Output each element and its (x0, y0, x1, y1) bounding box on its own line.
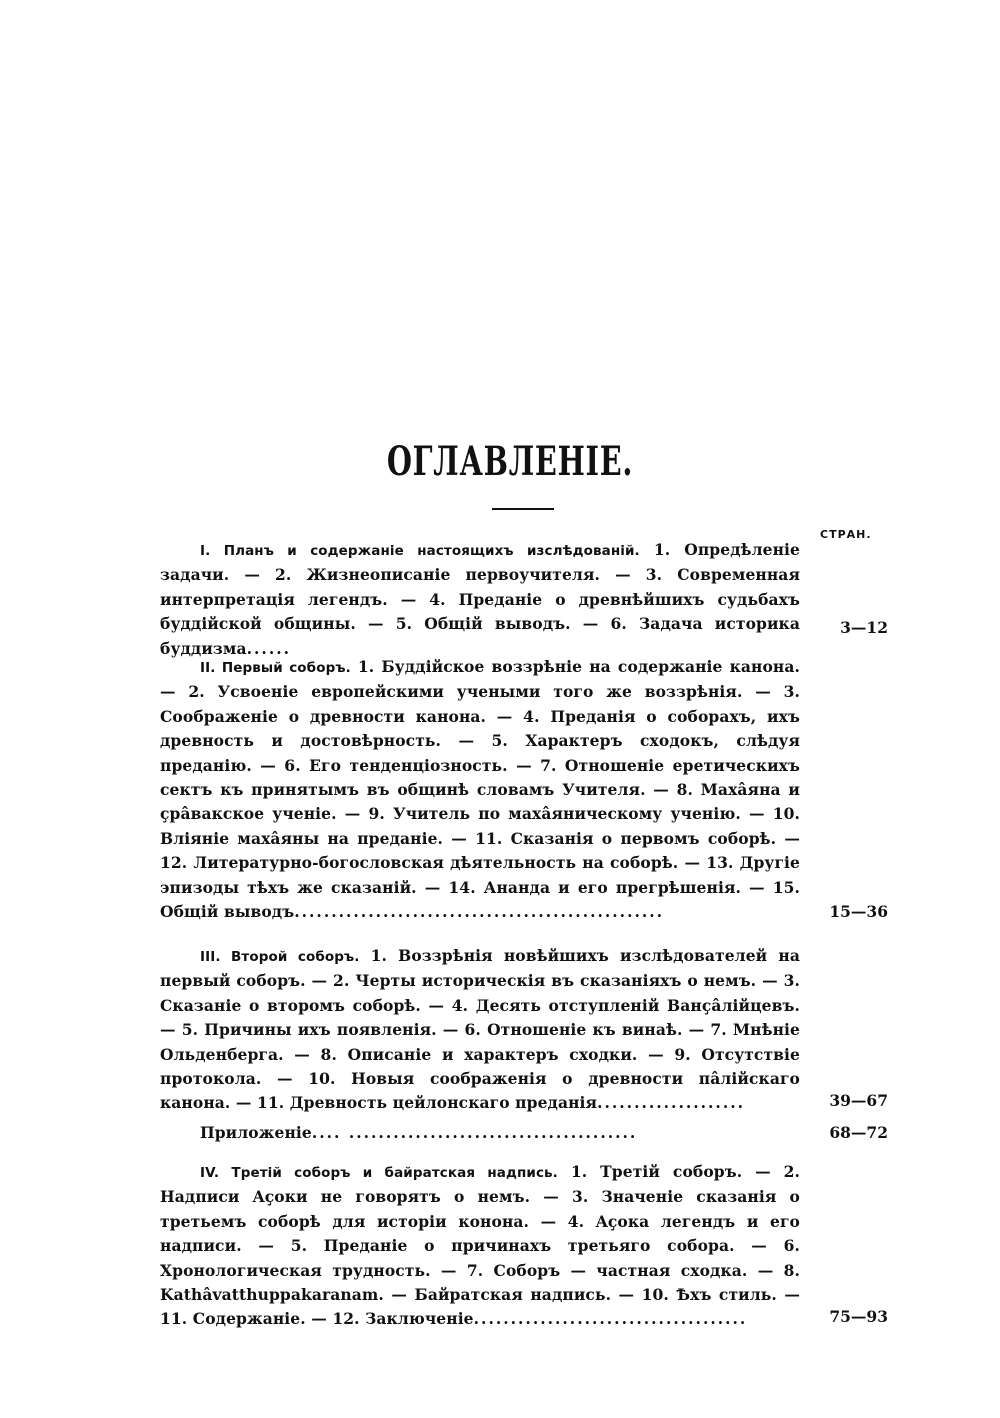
toc-entry-pages: 39—67 (829, 1091, 888, 1110)
toc-entry-text: 1. Третій соборъ. — 2. Надписи Açоки не говорятъ о немъ. — 3. Значеніе сказанія о третьемъ соборѣ для исторіи конона. — 4. Açока легендъ и его надписи. — 5. Преданіе о причинахъ третьяго собора. — 6. Хронологическая трудность. — 7. Соборъ — частная сходка. — 8. Kathâvatthuppakaranam. — Байратская надпись. — 10. Ѣхъ стиль. — 11. Содержаніе. — 12. Заключеніе (160, 1162, 801, 1329)
page-column-label: СТРАН. (820, 528, 872, 541)
toc-entry-pages: 68—72 (829, 1123, 888, 1142)
toc-entry-heading: I. Планъ и содержаніе настоящихъ изслѣдованій. (200, 543, 640, 559)
toc-entry-2 (160, 655, 800, 924)
toc-entry-pages: 15—36 (829, 902, 888, 921)
dot-leader: .................................................. (294, 902, 665, 922)
toc-entry-4 (160, 1160, 800, 1332)
toc-entry-text: 1. Опредѣленіе задачи. — 2. Жизнеописаніе первоучителя. — 3. Современная интерпретація легендъ. — 4. Преданіе о древнѣйшихъ судьбахъ буддійской общины. — 5. Общій выводъ. — 6. Задача историка буддизма (160, 540, 801, 658)
toc-entry-appendix (160, 1121, 800, 1145)
toc-entry-heading: IV. Третій соборъ и байратская надпись. (200, 1165, 558, 1181)
title-divider (492, 508, 554, 510)
toc-entry-heading: II. Первый соборъ. (200, 660, 351, 676)
toc-entry-heading: III. Второй соборъ. (200, 949, 360, 965)
toc-entry-text: Приложеніе (200, 1123, 312, 1142)
toc-entry-text: 1. Буддійское воззрѣніе на содержаніе канона. — 2. Усвоеніе европейскими учеными того же воззрѣнія. — 3. Соображеніе о древности канона. — 4. Преданія о соборахъ, ихъ древность и достовѣрность. — 5. Характеръ сходокъ, слѣдуя преданію. — 6. Его тенденціозность. — 7. Отношеніе еретическихъ сектъ къ принятымъ въ общинѣ словамъ Учителя. — 8. Махâяна и çрâвакское ученіе. — 9. Учитель по махâяническому ученію. — 10. Вліяніе махâяны на преданіе. — 11. Сказанія о первомъ соборѣ. — 12. Литературно-богословская дѣятельность на соборѣ. — 13. Другіе эпизоды тѣхъ же сказаній. — 14. Ананда и его прегрѣшенія. — 15. Общій выводъ (160, 657, 800, 922)
page-title: ОГЛАВЛЕНІЕ. (386, 438, 634, 485)
dot-leader: ...... (246, 638, 292, 658)
toc-entry-text: 1. Воззрѣнія новѣйшихъ изслѣдователей на первый соборъ. — 2. Черты историческія въ сказаніяхъ о немъ. — 3. Сказаніе о второмъ соборѣ. — 4. Десять отступленій Ванçâлійцевъ. — 5. Причины ихъ появленія. — 6. Отношеніе къ винаѣ. — 7. Мнѣніе Ольденберга. — 8. Описаніе и характеръ сходки. — 9. Отсутствіе протокола. — 10. Новыя соображенія о древности пâлійскаго канона. — 11. Древность цейлонскаго преданія (160, 946, 800, 1113)
toc-entry-3 (160, 944, 800, 1116)
dot-leader: .... ....................................... (311, 1123, 638, 1142)
toc-entry-1 (160, 538, 800, 661)
dot-leader: .................... (597, 1093, 746, 1113)
dot-leader: ..................................... (473, 1309, 748, 1329)
toc-entry-pages: 75—93 (829, 1307, 888, 1326)
toc-entry-pages: 3—12 (840, 618, 888, 637)
